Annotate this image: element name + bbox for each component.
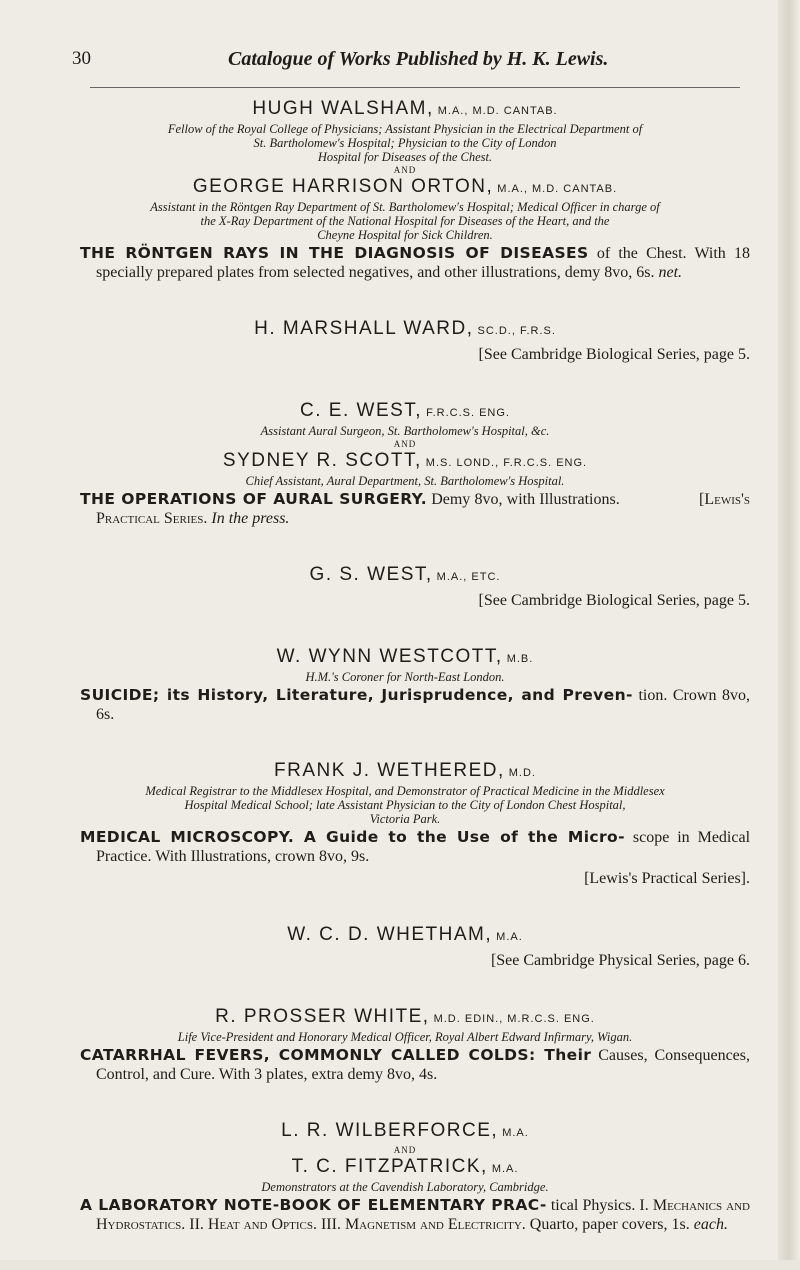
author-name: L. R. WILBERFORCE, M.A. <box>281 1120 529 1141</box>
author-description: Life Vice-President and Honorary Medical Officer, Royal Albert Edward Infirmary, Wigan. <box>177 1030 633 1044</box>
cross-reference: [See Cambridge Biological Series, page 5. <box>478 592 750 609</box>
cross-reference: [See Cambridge Physical Series, page 6. <box>490 952 750 969</box>
entry-walsham-orton <box>60 98 750 282</box>
work-title: SUICIDE; its History, Literature, Jurisprudence, and Preven- <box>80 686 633 704</box>
author-description: Victoria Park. <box>369 812 441 826</box>
series-label: [Lewis's Practical Series]. <box>584 870 750 887</box>
author-degrees: M.A. <box>496 931 523 943</box>
catalogue-content <box>60 98 750 1270</box>
author-name: C. E. WEST, F.R.C.S. ENG. <box>300 400 510 421</box>
author-degrees: F.R.C.S. ENG. <box>426 407 510 419</box>
and-label: AND <box>393 439 417 449</box>
entry-prosser-white <box>60 1006 750 1084</box>
entry-westcott <box>60 646 750 724</box>
work-listing: THE OPERATIONS OF AURAL SURGERY. Demy 8vo, with Illustrations. [Lewis's Practical Series. In the press. <box>80 490 751 527</box>
entry-wethered <box>60 760 750 888</box>
author-name: R. PROSSER WHITE, M.D. EDIN., M.R.C.S. ENG. <box>215 1006 595 1027</box>
price-note: In the press. <box>211 510 290 527</box>
author-name: HUGH WALSHAM, M.A., M.D. CANTAB. <box>252 98 558 119</box>
author-degrees: M.A., M.D. CANTAB. <box>437 105 558 117</box>
author-description: Assistant Aural Surgeon, St. Bartholomew's Hospital, &c. <box>260 424 550 438</box>
work-title: THE OPERATIONS OF AURAL SURGERY. <box>80 490 428 508</box>
author-description: St. Bartholomew's Hospital; Physician to the City of London <box>253 136 557 150</box>
author-description: Cheyne Hospital for Sick Children. <box>317 228 493 242</box>
author-degrees: M.B. <box>506 653 534 665</box>
author-description: H.M.'s Coroner for North-East London. <box>305 670 505 684</box>
page-number: 30 <box>72 48 91 69</box>
work-listing: MEDICAL MICROSCOPY. A Guide to the Use of the Micro- scope in Medical Practice. With Illustrations, crown 8vo, 9s. <box>80 828 751 865</box>
author-name: G. S. WEST, M.A., ETC. <box>309 564 501 585</box>
entry-gs-west <box>60 564 750 610</box>
author-description: Assistant in the Röntgen Ray Department of St. Bartholomew's Hospital; Medical Officer in charge of <box>150 200 660 214</box>
author-name: FRANK J. WETHERED, M.D. <box>274 760 536 781</box>
author-degrees: M.S. LOND., F.R.C.S. ENG. <box>425 457 588 469</box>
work-title: THE RÖNTGEN RAYS IN THE DIAGNOSIS OF DISEASES <box>80 244 589 262</box>
author-degrees: M.A. <box>502 1127 529 1139</box>
page-edge <box>778 0 800 1260</box>
author-description: the X-Ray Department of the National Hospital for Diseases of the Heart, and the <box>200 214 610 228</box>
author-degrees: M.D. EDIN., M.R.C.S. ENG. <box>433 1013 595 1025</box>
price-note: net. <box>658 264 683 281</box>
cross-reference: [See Cambridge Biological Series, page 5. <box>478 346 750 363</box>
entry-west-scott <box>60 400 750 528</box>
entry-wilberforce-fitzpatrick <box>60 1120 750 1234</box>
work-listing: CATARRHAL FEVERS, COMMONLY CALLED COLDS: Their Causes, Consequences, Control, and Cure. With 3 plates, extra demy 8vo, 4s. <box>80 1046 750 1083</box>
work-listing: SUICIDE; its History, Literature, Jurisprudence, and Preven- tion. Crown 8vo, 6s. <box>80 686 750 723</box>
author-degrees: M.A. <box>491 1163 519 1175</box>
catalogue-title: Catalogue of Works Published by H. K. Lewis. <box>228 48 609 70</box>
author-description: Fellow of the Royal College of Physicians; Assistant Physician in the Electrical Department of <box>167 122 643 136</box>
author-degrees: M.A., M.D. CANTAB. <box>497 183 618 195</box>
and-label: AND <box>393 1145 417 1155</box>
price-note: each. <box>693 1216 728 1233</box>
work-title: A LABORATORY NOTE-BOOK OF ELEMENTARY PRAC- <box>80 1196 547 1214</box>
author-degrees: SC.D., F.R.S. <box>477 325 556 337</box>
header-rule <box>90 87 740 88</box>
series-label: [Lewis's Practical Series. <box>96 491 751 527</box>
running-head <box>0 48 780 88</box>
author-description: Chief Assistant, Aural Department, St. Bartholomew's Hospital. <box>245 474 565 488</box>
work-listing: A LABORATORY NOTE-BOOK OF ELEMENTARY PRAC- tical Physics. I. Mechanics and Hydrostatics. II. Heat and Optics. III. Magnetism and Electricity. Quarto, paper covers, 1s. each. <box>80 1196 750 1233</box>
author-description: Hospital for Diseases of the Chest. <box>317 150 493 164</box>
author-name: T. C. FITZPATRICK, M.A. <box>291 1156 519 1177</box>
author-description: Demonstrators at the Cavendish Laboratory, Cambridge. <box>261 1180 549 1194</box>
author-name: GEORGE HARRISON ORTON, M.A., M.D. CANTAB. <box>192 176 618 197</box>
author-name: SYDNEY R. SCOTT, M.S. LOND., F.R.C.S. ENG. <box>222 450 588 471</box>
work-listing: THE RÖNTGEN RAYS IN THE DIAGNOSIS OF DISEASES of the Chest. With 18 specially prepared plates from selected negatives, and other illustrations, demy 8vo, 6s. net. <box>80 244 750 281</box>
work-title: CATARRHAL FEVERS, COMMONLY CALLED COLDS: Their <box>80 1046 592 1064</box>
work-title: MEDICAL MICROSCOPY. A Guide to the Use of the Micro- <box>80 828 625 846</box>
author-description: Hospital Medical School; late Assistant Physician to the City of London Chest Hospital, <box>184 798 626 812</box>
author-description: Medical Registrar to the Middlesex Hospital, and Demonstrator of Practical Medicine in the Middlesex <box>145 784 665 798</box>
and-label: AND <box>393 165 417 175</box>
author-name: H. MARSHALL WARD, SC.D., F.R.S. <box>254 318 556 339</box>
entry-whetham <box>60 924 750 970</box>
author-name: W. WYNN WESTCOTT, M.B. <box>276 646 534 667</box>
author-degrees: M.D. <box>508 767 536 779</box>
entry-marshall-ward <box>60 318 750 364</box>
author-name: W. C. D. WHETHAM, M.A. <box>287 924 523 945</box>
author-degrees: M.A., ETC. <box>436 571 501 583</box>
